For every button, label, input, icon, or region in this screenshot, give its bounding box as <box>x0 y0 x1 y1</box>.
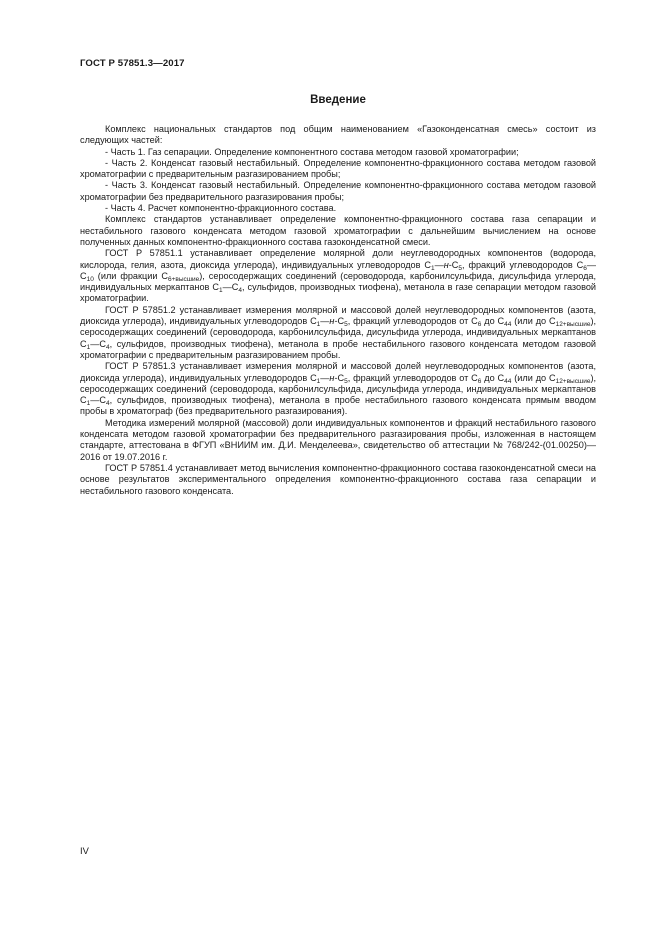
page-number: IV <box>80 845 89 856</box>
document-code-header: ГОСТ Р 57851.3—2017 <box>80 58 185 69</box>
methodology-paragraph: Методика измерений молярной (массовой) доли индивидуальных компонентов и фракций нестабильного газового конденсата методом газовой хроматографии без предварительного разгазирования пробы, изложенная в настоящем стандарте, аттестована в ФГУП «ВНИИМ им. Д.И. Менделеева», свидетельство об аттестации № 768/242-(01.00250)—2016 от 19.07.2016 г. <box>80 417 596 462</box>
part-1-item: - Часть 1. Газ сепарации. Определение компонентного состава методом газовой хроматографии; <box>105 146 519 157</box>
part-2-item: - Часть 2. Конденсат газовый нестабильный. Определение компонентно-фракционного состава методом газовой хроматографии с предварительным разгазированием пробы; <box>80 157 596 180</box>
standard-1-paragraph: ГОСТ Р 57851.1 устанавливает определение молярной доли неуглеводородных компонентов (водорода, кислорода, гелия, азота, диоксида углерода), индивидуальных углеводородов $С_1—н-С_5$, фракций углеводородов $С_6—С_{10}$ (или фракции $С_{6+высшие}$), серосодержащих соединений (сероводорода, карбонилсульфида, дисульфида углерода, индивидуальных меркаптанов $С_1—С_4$, сульфидов, производных тиофена), метанола в газе сепарации методом газовой хроматографии. <box>80 248 597 304</box>
standard-2-paragraph: ГОСТ Р 57851.2 устанавливает измерения молярной и массовой долей неуглеводородных компонентов (азота, диоксида углерода), индивидуальных углеводородов $С_1—н-С_5$, фракций углеводородов от $С_6$ до $С_{44}$ (или до $С_{12+высшие}$), серосодержащих соединений (сероводорода, карбонилсульфида, дисульфида углерода, индивидуальных меркаптанов $С_1—С_4$, сульфидов, производных тиофена), метанола в пробе нестабильного газового конденсата методом газовой хроматографии с предварительным разгазированием пробы. <box>80 304 597 360</box>
introduction-body <box>80 124 596 497</box>
part-4-item: - Часть 4. Расчет компонентно-фракционного состава. <box>105 203 337 214</box>
standard-3-paragraph: ГОСТ Р 57851.3 устанавливает измерения молярной и массовой долей неуглеводородных компонентов (азота, диоксида углерода), индивидуальных углеводородов $С_1—н-С_5$, фракций углеводородов от $С_6$ до $С_{44}$ (или до $С_{12+высшие}$), серосодержащих соединений (сероводорода, карбонилсульфида, дисульфида углерода, индивидуальных меркаптанов $С_1—С_4$, сульфидов, производных тиофена), метанола в пробе нестабильного газового конденсата прямым вводом пробы в хроматограф (без предварительного разгазирования). <box>80 361 597 417</box>
intro-paragraph: Комплекс национальных стандартов под общим наименованием «Газоконденсатная смесь» состоит из следующих частей: <box>80 124 596 146</box>
section-title: Введение <box>310 94 366 106</box>
complex-purpose-paragraph: Комплекс стандартов устанавливает определение компонентно-фракционного состава газа сепарации и нестабильного газового конденсата методом газовой хроматографии с дальнейшим вычислением на основе полученных данных компонентно-фракционного состава газоконденсатной смеси. <box>80 214 596 247</box>
part-3-item: - Часть 3. Конденсат газовый нестабильный. Определение компонентно-фракционного состава методом газовой хроматографии без предварительного разгазирования пробы; <box>80 180 596 202</box>
standard-4-paragraph: ГОСТ Р 57851.4 устанавливает метод вычисления компонентно-фракционного состава газоконденсатной смеси на основе результатов экспериментального определения компонентно-фракционного состава газа сепарации и нестабильного газового конденсата. <box>80 462 596 496</box>
